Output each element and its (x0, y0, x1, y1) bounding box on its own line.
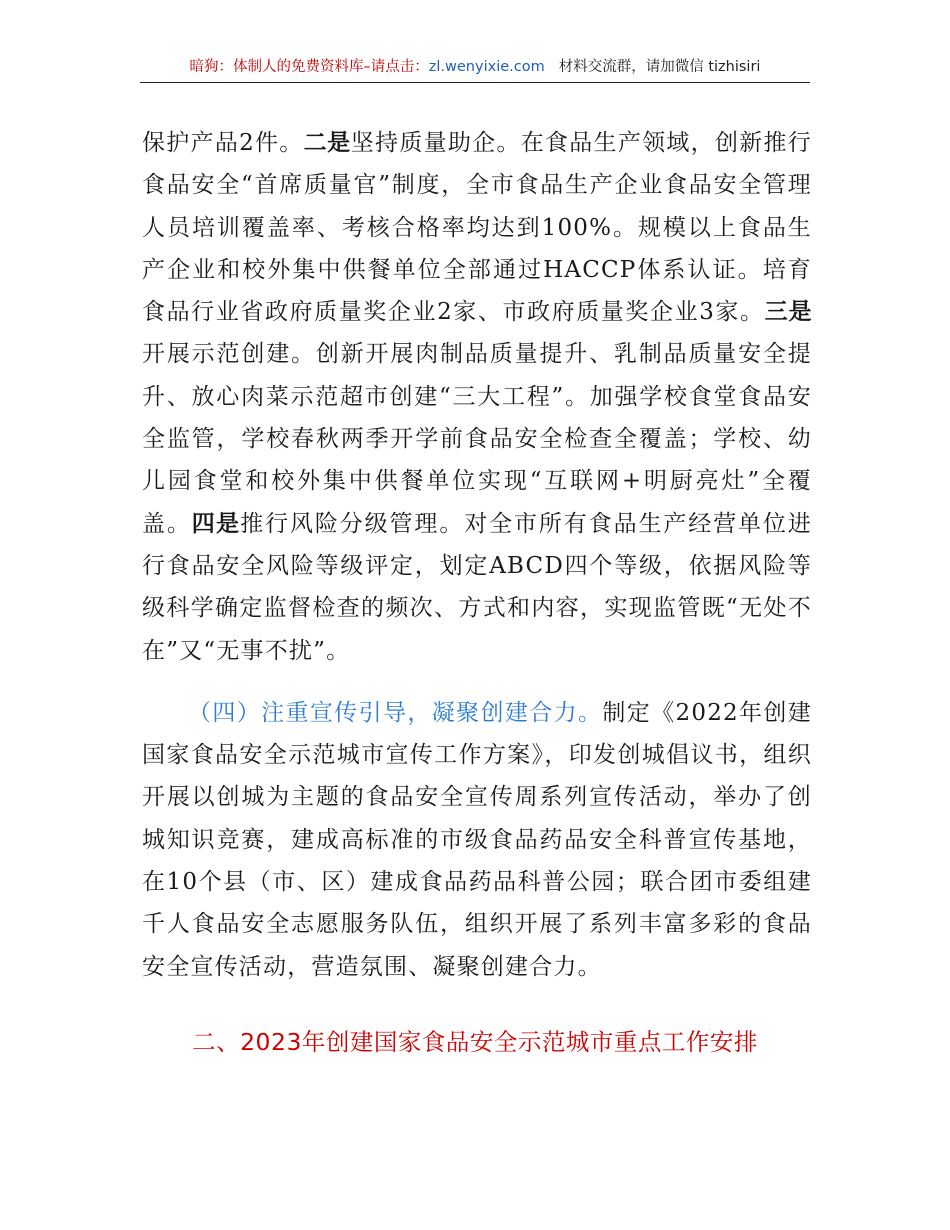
bold-marker-fourth: 四是 (191, 510, 241, 537)
paragraph-text: 推行风险分级管理。对全市所有食品生产经营单位进行食品安全风险等级评定，划定ABCD四个等级，依据风险等级科学确定监督检查的频次、方式和内容，实现监管既“无处不在”又“无事不扰”。 (142, 510, 813, 664)
bold-marker-third: 三是 (764, 299, 812, 326)
header-click-prompt: –请点击： (363, 59, 429, 75)
header-brand: 暗狗：体制人的免费资料库 (189, 59, 364, 75)
paragraph-measures (142, 122, 812, 672)
document-body (142, 122, 812, 988)
page-header (140, 56, 810, 83)
paragraph-publicity (142, 692, 812, 988)
paragraph-text: 坚持质量助企。在食品生产领域，创新推行食品安全“首席质量官”制度，全市食品生产企业食品安全管理人员培训覆盖率、考核合格率均达到100%。规模以上食品生产企业和校外集中供餐单位全部通过HACCP体系认证。培育食品行业省政府质量奖企业2家、市政府质量奖企业3家。 (142, 130, 812, 326)
paragraph-text: 制定《2022年创建国家食品安全示范城市宣传工作方案》，印发创城倡议书，组织开展以创城为主题的食品安全宣传周系列宣传活动，举办了创城知识竞赛，建成高标准的市级食品药品安全科普宣传基地，在10个县（市、区）建成食品药品科普公园；联合团市委组建千人食品安全志愿服务队伍，组织开展了系列丰富多彩的食品安全宣传活动，营造氛围、凝聚创建合力。 (142, 699, 812, 980)
section-title: 二、2023年创建国家食品安全示范城市重点工作安排 (192, 1028, 758, 1056)
subsection-heading: （四）注重宣传引导，凝聚创建合力。 (188, 699, 603, 726)
bold-marker-second: 二是 (303, 130, 351, 156)
header-contact: 材料交流群，请加微信 tizhisiri (558, 59, 761, 75)
paragraph-text: 开展示范创建。创新开展肉制品质量提升、乳制品质量安全提升、放心肉菜示范超市创建“三大工程”。加强学校食堂食品安全监管，学校春秋两季开学前食品安全检查全覆盖；学校、幼儿园食堂和校外集中供餐单位实现“互联网+明厨亮灶”全覆盖。 (142, 341, 812, 537)
header-link[interactable]: zl.wenyixie.com (428, 59, 545, 75)
paragraph-text: 保护产品2件。 (142, 130, 304, 156)
